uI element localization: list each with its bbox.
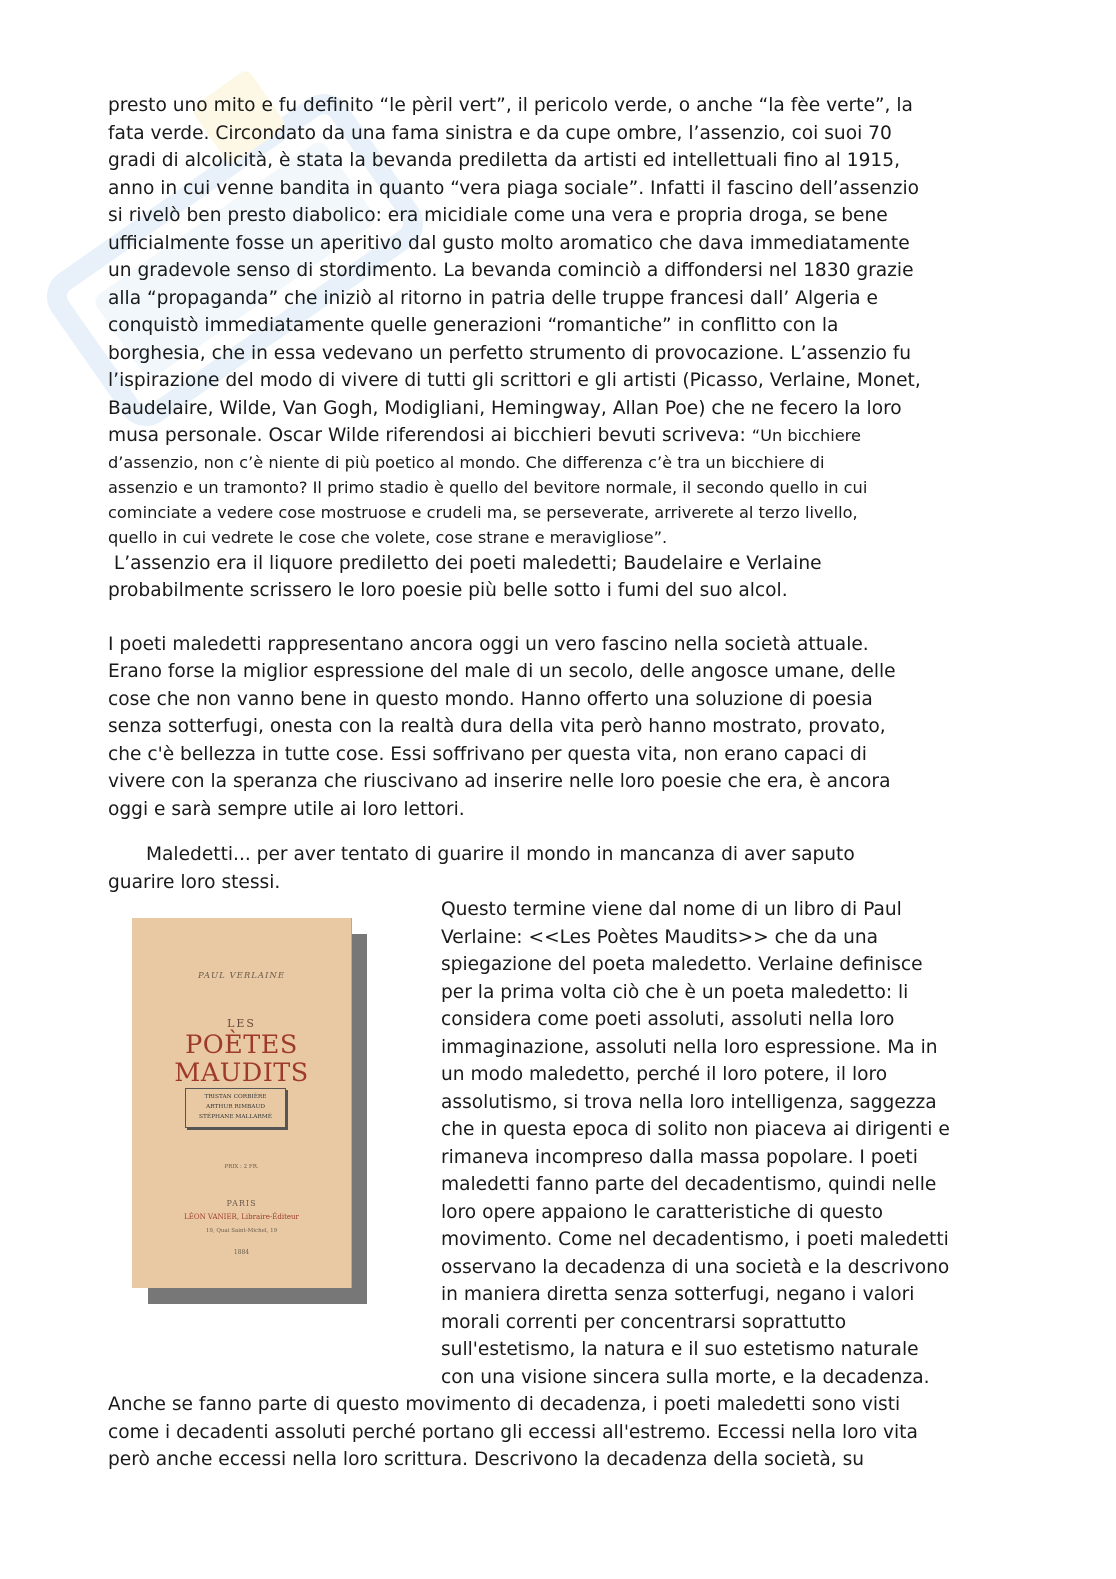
quote-line: quello in cui vedrete le cose che volete, cose strane e meravigliose”. (108, 527, 668, 547)
text-line: l’ispirazione del modo di vivere di tutti gli scrittori e gli artisti (Picasso, Verlaine, Monet, (108, 370, 921, 391)
text-line: Questo termine viene dal nome di un libro di Paul (441, 899, 902, 920)
wilde-quote (108, 450, 1008, 550)
text-line: rimaneva incompreso dalla massa popolare. I poeti (441, 1146, 918, 1168)
text-line: maledetti fanno parte del decadentismo, quindi nelle (441, 1174, 937, 1195)
book-cover (132, 918, 352, 1288)
cover-names-box (185, 1088, 286, 1128)
text-line: guarire loro stessi. (108, 871, 281, 893)
text-line: gradi di alcolicità, è stata la bevanda prediletta da artisti ed intellettuali fino al 1915, (108, 150, 900, 171)
cover-price: PRIX : 2 FR. (224, 1164, 259, 1170)
quote-line: cominciate a vedere cose mostruose e crudeli ma, se perseverate, arriverete al terzo livello, (108, 502, 858, 522)
text-line: immaginazione, assoluti nella loro espressione. Ma in (441, 1036, 938, 1058)
text-line: Erano forse la miglior espressione del male di un secolo, delle angosce umane, delle (108, 661, 896, 682)
text-line: vivere con la speranza che riuscivano ad inserire nelle loro poesie che era, è ancora (108, 771, 891, 792)
text-line: conquistò immediatamente quelle generazioni “romantiche” in conflitto con la (108, 315, 839, 336)
paragraph-poeti-maledetti (108, 631, 1008, 824)
text-line: L’assenzio era il liquore prediletto dei poeti maledetti; Baudelaire e Verlaine (108, 552, 822, 574)
quote-line: assenzio e un tramonto? Il primo stadio è quello del bevitore normale, il secondo quello in cui (108, 477, 868, 497)
text-line: probabilmente scrissero le loro poesie più belle sotto i fumi del suo alcol. (108, 580, 788, 601)
text-line: sull'estetismo, la natura e il suo estetismo naturale (441, 1339, 919, 1360)
paragraph-les-poetes-maudits (441, 896, 1011, 1391)
text-line: Maledetti... per aver tentato di guarire il mondo in mancanza di aver saputo (146, 844, 855, 865)
text-line: spiegazione del poeta maledetto. Verlaine definisce (441, 954, 923, 975)
text-line: movimento. Come nel decadentismo, i poeti maledetti (441, 1229, 949, 1250)
text-line: presto uno mito e fu definito “le pèril vert”, il pericolo verde, o anche “la fèe verte”, la (108, 95, 913, 116)
cover-name: STÉPHANE MALLARMÉ (199, 1114, 272, 1120)
cover-les: LES (227, 1017, 256, 1030)
cover-address: 19, Quai Saint-Michel, 19 (205, 1228, 278, 1234)
cover-year: 1884 (233, 1249, 250, 1256)
text-line: per la prima volta ciò che è un poeta maledetto: li (441, 981, 909, 1003)
text-line: come i decadenti assoluti perché portano gli eccessi all'estremo. Eccessi nella loro vita (108, 1421, 918, 1443)
text-line: osservano la decadenza di una società e la descrivono (441, 1256, 950, 1278)
cover-name: TRISTAN CORBIÈRE (204, 1094, 267, 1100)
paragraph-decadenti (108, 1391, 1008, 1474)
text-line: ufficialmente fosse un aperitivo dal gusto molto aromatico che dava immediatamente (108, 232, 910, 254)
book-cover-image (132, 918, 372, 1308)
cover-publisher: LÉON VANIER, Libraire-Éditeur (184, 1213, 299, 1221)
quote-line: d’assenzio, non c’è niente di più poetico al mondo. Che differenza c’è tra un bicchiere di (108, 452, 825, 472)
text-line: cose che non vanno bene in questo mondo. Hanno offerto una soluzione di poesia (108, 688, 873, 710)
document-body (108, 92, 1008, 1474)
cover-name: ARTHUR RIMBAUD (205, 1104, 266, 1110)
text-line: si rivelò ben presto diabolico: era micidiale come una vera e propria droga, se bene (108, 205, 888, 226)
cover-author: PAUL VERLAINE (197, 971, 286, 981)
cover-title: POÈTES MAUDITS (174, 1030, 309, 1088)
wilde-quote-start: “Un bicchiere (751, 426, 861, 445)
text-line: assolutismo, si trova nella loro intelligenza, saggezza (441, 1091, 937, 1113)
text-line: morali correnti per concentrarsi soprattutto (441, 1311, 847, 1333)
text-line: senza sotterfugi, onesta con la realtà dura della vita però hanno mostrato, provato, (108, 716, 886, 737)
text-line: un modo maledetto, perché il loro potere, il loro (441, 1064, 888, 1085)
text-line (108, 422, 1008, 450)
text-line: che c'è bellezza in tutte cose. Essi soffrivano per questa vita, non erano capaci di (108, 743, 867, 765)
text-line: I poeti maledetti rappresentano ancora oggi un vero fascino nella società attuale. (108, 633, 869, 655)
text-line: Anche se fanno parte di questo movimento di decadenza, i poeti maledetti sono visti (108, 1394, 901, 1415)
text-line: che in questa epoca di solito non piaceva ai dirigenti e (441, 1119, 950, 1140)
text-line: con una visione sincera sulla morte, e la decadenza. (441, 1366, 930, 1388)
text-line: in maniera diretta senza sotterfugi, negano i valori (441, 1284, 915, 1305)
paragraph-maledetti (108, 841, 1008, 896)
musa-text: musa personale. Oscar Wilde riferendosi ai bicchieri bevuti scriveva: (108, 425, 752, 446)
text-line: anno in cui venne bandita in quanto “vera piaga sociale”. Infatti il fascino dell’assenzio (108, 177, 920, 199)
text-line: Baudelaire, Wilde, Van Gogh, Modigliani, Hemingway, Allan Poe) che ne fecero la loro (108, 397, 902, 419)
text-line: borghesia, che in essa vedevano un perfetto strumento di provocazione. L’assenzio fu (108, 342, 912, 364)
text-line: oggi e sarà sempre utile ai loro lettori. (108, 798, 465, 820)
paragraph-absinthe (108, 92, 1008, 605)
text-line: Verlaine: <<Les Poètes Maudits>> che da una (441, 926, 879, 948)
book-section (108, 896, 1008, 1391)
text-line: fata verde. Circondato da una fama sinistra e da cupe ombre, l’assenzio, coi suoi 70 (108, 122, 892, 144)
text-line: un gradevole senso di stordimento. La bevanda cominciò a diffondersi nel 1830 grazie (108, 260, 914, 281)
cover-city: PARIS (226, 1199, 257, 1208)
text-line: alla “propaganda” che iniziò al ritorno in patria delle truppe francesi dall’ Algeria e (108, 287, 878, 309)
text-line: però anche eccessi nella loro scrittura. Descrivono la decadenza della società, su (108, 1449, 865, 1470)
text-line: loro opere appaiono le caratteristiche di questo (441, 1201, 884, 1223)
text-line: considera come poeti assoluti, assoluti nella loro (441, 1009, 895, 1030)
